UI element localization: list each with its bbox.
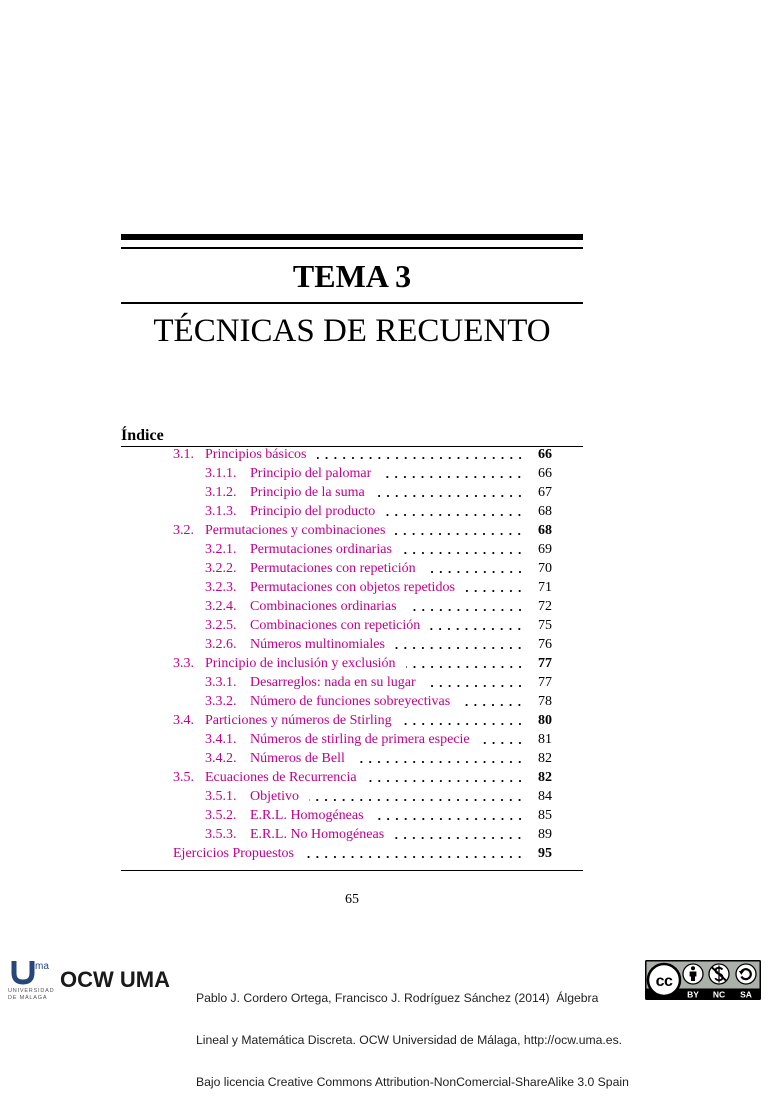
- dot-leader: [395, 635, 524, 654]
- toc-entry-3-4-2[interactable]: [121, 749, 583, 768]
- cc-license-badge[interactable]: [645, 960, 761, 1000]
- uma-logo-icon: [8, 958, 58, 988]
- uma-logo-mark: ma: [35, 961, 49, 972]
- license-label-by: BY: [687, 989, 699, 1000]
- toc-entry-3-5-2[interactable]: [121, 806, 583, 825]
- toc-entry-title[interactable]: Combinaciones ordinarias: [250, 599, 397, 614]
- toc-entry-number[interactable]: 3.4.: [173, 713, 194, 728]
- toc-entry-number[interactable]: 3.2.5.: [205, 618, 237, 633]
- toc-entry-page: 77: [538, 656, 552, 671]
- toc-entry-3-2-3[interactable]: [121, 578, 583, 597]
- dot-leader: [381, 464, 524, 483]
- dot-leader: [402, 711, 524, 730]
- toc-entry-3-2-4[interactable]: [121, 597, 583, 616]
- toc-entry-number[interactable]: 3.5.2.: [205, 808, 237, 823]
- dot-leader: [304, 844, 524, 863]
- rule-toc-end: [121, 870, 583, 871]
- toc-entry-page: 77: [538, 675, 552, 690]
- dot-leader: [375, 483, 524, 502]
- toc-entry-3-2-2[interactable]: [121, 559, 583, 578]
- toc-entry-page: 85: [538, 808, 552, 823]
- toc-entry-3-2-1[interactable]: [121, 540, 583, 559]
- toc-entry-title[interactable]: E.R.L. Homogéneas: [250, 808, 364, 823]
- dot-leader: [355, 749, 524, 768]
- toc-heading: Índice: [121, 427, 164, 444]
- toc-entry-3-1-1[interactable]: [121, 464, 583, 483]
- toc-entry-number[interactable]: 3.2.1.: [205, 542, 237, 557]
- toc-entry-title[interactable]: Combinaciones con repetición: [250, 618, 421, 633]
- toc-entry-title[interactable]: Principio de inclusión y exclusión: [205, 656, 396, 671]
- toc-entry-3-4[interactable]: [121, 711, 583, 730]
- toc-entry-title[interactable]: E.R.L. No Homogéneas: [250, 827, 385, 842]
- toc-entry-3-5-3[interactable]: [121, 825, 583, 844]
- toc-entry-3-2[interactable]: [121, 521, 583, 540]
- dot-leader: [402, 540, 524, 559]
- rule-thin-top: [121, 247, 583, 249]
- toc-entry-number[interactable]: 3.1.: [173, 447, 194, 462]
- dot-leader: [309, 787, 524, 806]
- dot-leader: [407, 597, 524, 616]
- toc-entry-page: 82: [538, 751, 552, 766]
- toc-entry-number[interactable]: 3.3.2.: [205, 694, 237, 709]
- rule-thick: [121, 234, 583, 240]
- dot-leader: [426, 673, 524, 692]
- cc-mark: cc: [655, 973, 673, 990]
- dot-leader: [367, 768, 524, 787]
- citation-line: Lineal y Matemática Discreta. OCW Universidad de Málaga, http://ocw.uma.es.: [196, 1033, 623, 1047]
- toc-entry-number[interactable]: 3.1.1.: [205, 466, 237, 481]
- toc-entry-title[interactable]: Ejercicios Propuestos: [173, 846, 294, 861]
- toc-entry-title[interactable]: Permutaciones con repetición: [250, 561, 416, 576]
- toc-entry-title[interactable]: Principio del palomar: [250, 466, 372, 481]
- toc-entry-title[interactable]: Desarreglos: nada en su lugar: [250, 675, 416, 690]
- toc-entry-number[interactable]: 3.1.3.: [205, 504, 237, 519]
- dot-leader: [465, 578, 524, 597]
- toc-entry-3-1-3[interactable]: [121, 502, 583, 521]
- by-attribution-icon: [683, 964, 703, 984]
- toc-entry-number[interactable]: 3.2.2.: [205, 561, 237, 576]
- toc-entry-title[interactable]: Permutaciones ordinarias: [250, 542, 392, 557]
- dot-leader: [480, 730, 524, 749]
- toc-entry-page: 84: [538, 789, 552, 804]
- toc-entry-number[interactable]: 3.3.1.: [205, 675, 237, 690]
- toc-entry-page: 66: [538, 466, 552, 481]
- toc-entry-3-2-5[interactable]: [121, 616, 583, 635]
- toc-entry-page: 78: [538, 694, 552, 709]
- toc-entry-page: 81: [538, 732, 552, 747]
- toc-entry-title[interactable]: Objetivo: [250, 789, 299, 804]
- license-label-nc: NC: [712, 989, 726, 1000]
- toc-entry-3-5[interactable]: [121, 768, 583, 787]
- toc-entry-number[interactable]: 3.4.2.: [205, 751, 237, 766]
- toc-entry-3-3[interactable]: [121, 654, 583, 673]
- toc-entry-title[interactable]: Permutaciones con objetos repetidos: [250, 580, 455, 595]
- toc-entry-title[interactable]: Particiones y números de Stirling: [205, 713, 392, 728]
- dot-leader: [395, 521, 524, 540]
- toc-entry-title[interactable]: Principio del producto: [250, 504, 376, 519]
- toc-entry-unnumbered-0[interactable]: [121, 844, 583, 863]
- uma-logo-caption: [8, 988, 54, 1002]
- toc-entry-page: 69: [538, 542, 552, 557]
- chapter-title: TÉCNICAS DE RECUENTO: [153, 313, 551, 349]
- rule-under-chapter-label: [121, 302, 583, 304]
- uma-logo-caption-line: DE MÁLAGA: [8, 995, 48, 1001]
- toc-entry-number[interactable]: 3.2.: [173, 523, 194, 538]
- uma-logo-caption-line: UNIVERSIDAD: [8, 988, 55, 994]
- toc-entry-page: 72: [538, 599, 552, 614]
- dot-leader: [317, 445, 525, 464]
- toc-entry-3-2-6[interactable]: [121, 635, 583, 654]
- toc-entry-page: 75: [538, 618, 552, 633]
- toc-entry-number[interactable]: 3.2.3.: [205, 580, 237, 595]
- ocw-brand: OCW UMA: [60, 967, 170, 992]
- toc-entry-3-1-2[interactable]: [121, 483, 583, 502]
- citation: [196, 963, 629, 1103]
- page-number: 65: [345, 892, 359, 907]
- toc-entry-3-3-2[interactable]: [121, 692, 583, 711]
- toc-entry-page: 80: [538, 713, 552, 728]
- toc-entry-title[interactable]: Número de funciones sobreyectivas: [250, 694, 451, 709]
- toc-entry-title[interactable]: Números de stirling de primera especie: [250, 732, 470, 747]
- toc-entry-number[interactable]: 3.5.: [173, 770, 194, 785]
- dot-leader: [426, 559, 524, 578]
- toc-entry-number[interactable]: 3.5.1.: [205, 789, 237, 804]
- dot-leader: [394, 825, 524, 844]
- toc-entry-number[interactable]: 3.2.6.: [205, 637, 237, 652]
- toc-entry-page: 89: [538, 827, 552, 842]
- toc-entry-title[interactable]: Permutaciones y combinaciones: [205, 523, 386, 538]
- citation-line: Bajo licencia Creative Commons Attribution-NonComercial-ShareAlike 3.0 Spain: [196, 1075, 629, 1089]
- toc-entry-page: 66: [538, 447, 552, 462]
- dot-leader: [374, 806, 524, 825]
- toc-entry-number[interactable]: 3.2.4.: [205, 599, 237, 614]
- cc-license-icon: [648, 964, 680, 996]
- toc-entry-page: 67: [538, 485, 552, 500]
- toc-entry-page: 76: [538, 637, 552, 652]
- toc-entry-3-1[interactable]: [121, 445, 583, 464]
- dot-leader: [430, 616, 524, 635]
- citation-line: Pablo J. Cordero Ortega, Francisco J. Rodríguez Sánchez (2014) Álgebra: [196, 991, 599, 1005]
- toc-entry-number[interactable]: 3.5.3.: [205, 827, 237, 842]
- toc-entry-title[interactable]: Principio de la suma: [250, 485, 365, 500]
- dot-leader: [460, 692, 524, 711]
- toc-entry-page: 82: [538, 770, 552, 785]
- toc-entry-title[interactable]: Números multinomiales: [250, 637, 385, 652]
- toc-entry-3-3-1[interactable]: [121, 673, 583, 692]
- toc-entry-3-5-1[interactable]: [121, 787, 583, 806]
- toc-entry-page: 70: [538, 561, 552, 576]
- license-label-sa: SA: [740, 989, 752, 1000]
- toc-entry-number[interactable]: 3.1.2.: [205, 485, 237, 500]
- sa-sharealike-icon: [736, 964, 756, 984]
- chapter-label: TEMA 3: [292, 258, 412, 294]
- toc-list: [121, 445, 583, 863]
- dot-leader: [406, 654, 524, 673]
- toc-entry-title[interactable]: Principios básicos: [205, 447, 307, 462]
- toc-entry-title[interactable]: Números de Bell: [250, 751, 345, 766]
- toc-entry-page: 71: [538, 580, 552, 595]
- toc-entry-page: 68: [538, 504, 552, 519]
- toc-entry-page: 95: [538, 846, 552, 861]
- toc-entry-number[interactable]: 3.3.: [173, 656, 194, 671]
- toc-entry-page: 68: [538, 523, 552, 538]
- toc-entry-title[interactable]: Ecuaciones de Recurrencia: [205, 770, 357, 785]
- nc-noncommercial-icon: [709, 964, 729, 984]
- toc-entry-number[interactable]: 3.4.1.: [205, 732, 237, 747]
- toc-entry-3-4-1[interactable]: [121, 730, 583, 749]
- dot-leader: [385, 502, 524, 521]
